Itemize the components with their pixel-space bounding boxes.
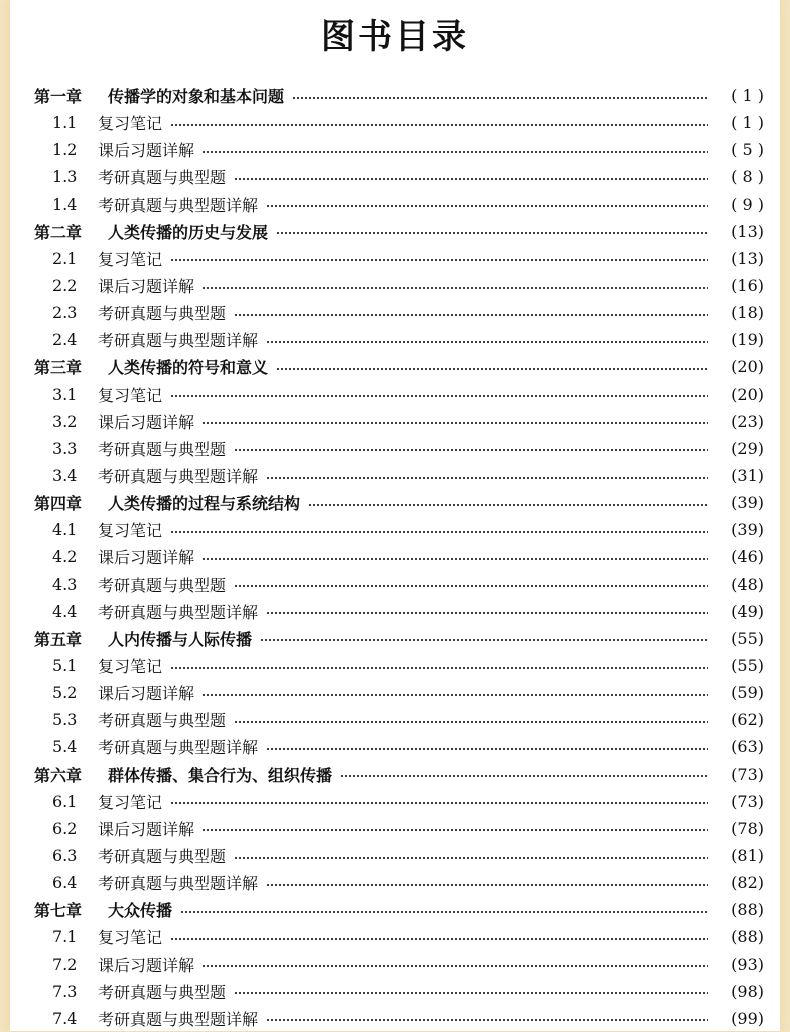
toc-page-number: (39) <box>731 493 764 513</box>
toc-entry-number: 3.3 <box>52 438 78 458</box>
dot-leader <box>266 747 708 751</box>
dot-leader <box>202 421 708 425</box>
toc-entry-number: 2.3 <box>52 303 78 323</box>
toc-entry-title: 考研真题与典型题 <box>98 439 227 459</box>
toc-entry-title: 课后习题详解 <box>98 548 195 568</box>
toc-page-number: (39) <box>731 520 764 540</box>
toc-page-number: ( 1 ) <box>731 113 764 133</box>
toc-page-number: (55) <box>731 656 764 676</box>
dot-leader <box>180 910 708 914</box>
toc-section-row <box>34 571 764 598</box>
toc-section-row <box>34 191 764 218</box>
toc-entry-number: 1.3 <box>52 167 78 187</box>
toc-entry-number: 第六章 <box>34 765 83 785</box>
toc-page-number: (31) <box>731 466 764 486</box>
toc-section-row <box>34 381 764 408</box>
dot-leader <box>234 991 708 995</box>
toc-section-row <box>34 978 764 1005</box>
toc-section-row <box>34 1005 764 1032</box>
toc-entry-title: 考研真题与典型题 <box>98 304 227 324</box>
toc-page-number: (88) <box>731 927 764 947</box>
toc-section-row <box>34 543 764 570</box>
toc-chapter-row <box>34 761 764 788</box>
toc-page-number: (82) <box>731 873 764 893</box>
toc-entry-title: 群体传播、集合行为、组织传播 <box>108 765 333 785</box>
dot-leader <box>170 666 708 670</box>
table-of-contents <box>34 82 764 1032</box>
toc-page-number: (73) <box>731 764 764 784</box>
toc-entry-title: 人类传播的历史与发展 <box>108 222 269 242</box>
dot-leader <box>170 394 708 398</box>
toc-section-row <box>34 706 764 733</box>
toc-page-number: (98) <box>731 981 764 1001</box>
toc-entry-number: 3.4 <box>52 466 78 486</box>
toc-entry-title: 考研真题与典型题详解 <box>98 467 259 487</box>
toc-page-number: (49) <box>731 601 764 621</box>
toc-page-number: (20) <box>731 357 764 377</box>
dot-leader <box>170 258 708 262</box>
toc-entry-number: 第一章 <box>34 87 83 107</box>
dot-leader <box>266 883 708 887</box>
toc-entry-title: 课后习题详解 <box>98 819 195 839</box>
toc-section-row <box>34 516 764 543</box>
toc-entry-number: 5.4 <box>52 737 78 757</box>
dot-leader <box>260 638 708 642</box>
toc-entry-number: 7.2 <box>52 954 78 974</box>
toc-page-number: (18) <box>731 303 764 323</box>
toc-section-row <box>34 245 764 272</box>
dot-leader <box>276 231 708 235</box>
toc-page-number: (99) <box>731 1008 764 1028</box>
toc-entry-title: 考研真题与典型题详解 <box>98 874 259 894</box>
toc-entry-title: 课后习题详解 <box>98 412 195 432</box>
toc-page-number: (73) <box>731 791 764 811</box>
toc-page-number: (93) <box>731 954 764 974</box>
toc-entry-number: 7.1 <box>52 927 78 947</box>
toc-page-number: (55) <box>731 628 764 648</box>
toc-entry-number: 第七章 <box>34 901 83 921</box>
toc-entry-number: 第三章 <box>34 358 83 378</box>
toc-section-row <box>34 109 764 136</box>
toc-section-row <box>34 733 764 760</box>
toc-entry-number: 6.2 <box>52 818 78 838</box>
toc-entry-title: 考研真题与典型题 <box>98 982 227 1002</box>
toc-entry-number: 6.4 <box>52 873 78 893</box>
toc-entry-title: 课后习题详解 <box>98 141 195 161</box>
dot-leader <box>202 964 708 968</box>
toc-entry-number: 7.4 <box>52 1008 78 1028</box>
toc-chapter-row <box>34 353 764 380</box>
dot-leader <box>266 476 708 480</box>
toc-entry-title: 传播学的对象和基本问题 <box>108 87 285 107</box>
toc-page-number: ( 1 ) <box>731 86 764 106</box>
dot-leader <box>202 150 708 154</box>
toc-entry-number: 1.4 <box>52 194 78 214</box>
toc-entry-title: 复习笔记 <box>98 249 163 269</box>
toc-chapter-row <box>34 218 764 245</box>
dot-leader <box>276 367 708 371</box>
dot-leader <box>266 340 708 344</box>
toc-page-number: (63) <box>731 737 764 757</box>
dot-leader <box>266 611 708 615</box>
toc-entry-number: 第四章 <box>34 494 83 514</box>
toc-entry-number: 6.3 <box>52 846 78 865</box>
toc-page-number: (46) <box>731 547 764 567</box>
toc-entry-number: 第二章 <box>34 222 83 242</box>
toc-page-number: ( 5 ) <box>731 140 764 160</box>
toc-entry-number: 2.4 <box>52 330 78 350</box>
toc-section-row <box>34 136 764 163</box>
toc-entry-number: 1.2 <box>52 140 78 160</box>
dot-leader <box>202 828 708 832</box>
toc-section-row <box>34 815 764 842</box>
toc-entry-number: 5.1 <box>52 656 78 676</box>
toc-entry-title: 课后习题详解 <box>98 955 195 975</box>
toc-page-number: (23) <box>731 411 764 431</box>
toc-chapter-row <box>34 82 764 109</box>
toc-entry-number: 4.4 <box>52 601 78 621</box>
toc-entry-number: 1.1 <box>52 113 78 133</box>
dot-leader <box>234 720 708 724</box>
toc-page-number: ( 9 ) <box>731 194 764 214</box>
toc-page-number: (48) <box>731 574 764 594</box>
toc-entry-number: 2.2 <box>52 276 78 296</box>
toc-entry-title: 复习笔记 <box>98 928 163 948</box>
toc-entry-number: 第五章 <box>34 629 83 649</box>
dot-leader <box>234 313 708 317</box>
toc-section-row <box>34 788 764 815</box>
dot-leader <box>202 557 708 561</box>
dot-leader <box>292 96 708 100</box>
toc-page-number: (59) <box>731 683 764 703</box>
toc-page-number: (16) <box>731 276 764 296</box>
dot-leader <box>234 584 708 588</box>
toc-page-number: (62) <box>731 710 764 730</box>
dot-leader <box>308 503 708 507</box>
dot-leader <box>234 856 708 860</box>
dot-leader <box>202 286 708 290</box>
toc-entry-title: 考研真题与典型题详解 <box>98 331 259 351</box>
toc-entry-title: 课后习题详解 <box>98 684 195 704</box>
toc-page-number: (81) <box>731 846 764 865</box>
toc-entry-title: 人类传播的符号和意义 <box>108 358 269 378</box>
toc-section-row <box>34 869 764 896</box>
toc-entry-title: 人类传播的过程与系统结构 <box>108 494 301 514</box>
toc-section-row <box>34 679 764 706</box>
page-title: 图书目录 <box>321 17 469 57</box>
toc-section-row <box>34 408 764 435</box>
dot-leader <box>266 204 708 208</box>
dot-leader <box>266 1018 708 1022</box>
toc-entry-number: 5.3 <box>52 710 78 730</box>
toc-page-number: ( 8 ) <box>731 167 764 187</box>
dot-leader <box>340 774 708 778</box>
toc-entry-title: 考研真题与典型题 <box>98 847 227 866</box>
toc-entry-number: 5.2 <box>52 683 78 703</box>
toc-page-number: (29) <box>731 438 764 458</box>
toc-entry-title: 考研真题与典型题详解 <box>98 1009 259 1029</box>
toc-chapter-row <box>34 489 764 516</box>
toc-entry-title: 考研真题与典型题详解 <box>98 602 259 622</box>
document-page <box>10 0 780 1031</box>
toc-section-row <box>34 652 764 679</box>
dot-leader <box>170 801 708 805</box>
toc-entry-number: 3.1 <box>52 384 78 404</box>
toc-entry-number: 2.1 <box>52 248 78 268</box>
dot-leader <box>170 937 708 941</box>
toc-section-row <box>34 272 764 299</box>
toc-section-row <box>34 923 764 950</box>
toc-entry-title: 复习笔记 <box>98 385 163 405</box>
toc-entry-number: 7.3 <box>52 981 78 1001</box>
toc-page-number: (20) <box>731 384 764 404</box>
toc-entry-title: 大众传播 <box>108 901 173 921</box>
toc-entry-title: 复习笔记 <box>98 521 163 541</box>
toc-entry-number: 4.3 <box>52 574 78 594</box>
toc-section-row <box>34 462 764 489</box>
toc-entry-title: 复习笔记 <box>98 114 163 134</box>
toc-page-number: (88) <box>731 900 764 920</box>
dot-leader <box>202 693 708 697</box>
toc-page-number: (78) <box>731 818 764 838</box>
toc-chapter-row <box>34 625 764 652</box>
dot-leader <box>234 448 708 452</box>
toc-entry-number: 6.1 <box>52 791 78 811</box>
toc-section-row <box>34 299 764 326</box>
toc-entry-title: 课后习题详解 <box>98 277 195 297</box>
toc-section-row <box>34 326 764 353</box>
toc-section-row <box>34 951 764 978</box>
toc-page-number: (13) <box>731 248 764 268</box>
toc-entry-title: 考研真题与典型题 <box>98 575 227 595</box>
dot-leader <box>234 177 708 181</box>
dot-leader <box>170 530 708 534</box>
toc-entry-title: 人内传播与人际传播 <box>108 629 253 649</box>
toc-entry-number: 3.2 <box>52 411 78 431</box>
toc-section-row <box>34 842 764 869</box>
toc-section-row <box>34 163 764 190</box>
toc-entry-number: 4.2 <box>52 547 78 567</box>
toc-entry-title: 复习笔记 <box>98 792 163 812</box>
toc-entry-title: 考研真题与典型题详解 <box>98 738 259 758</box>
toc-entry-title: 考研真题与典型题 <box>98 168 227 188</box>
toc-entry-title: 考研真题与典型题详解 <box>98 195 259 215</box>
toc-page-number: (13) <box>731 221 764 241</box>
toc-entry-title: 考研真题与典型题 <box>98 711 227 731</box>
toc-page-number: (19) <box>731 330 764 350</box>
toc-entry-number: 4.1 <box>52 520 78 540</box>
toc-entry-title: 复习笔记 <box>98 657 163 677</box>
dot-leader <box>170 123 708 127</box>
toc-section-row <box>34 598 764 625</box>
toc-section-row <box>34 435 764 462</box>
toc-chapter-row <box>34 896 764 923</box>
